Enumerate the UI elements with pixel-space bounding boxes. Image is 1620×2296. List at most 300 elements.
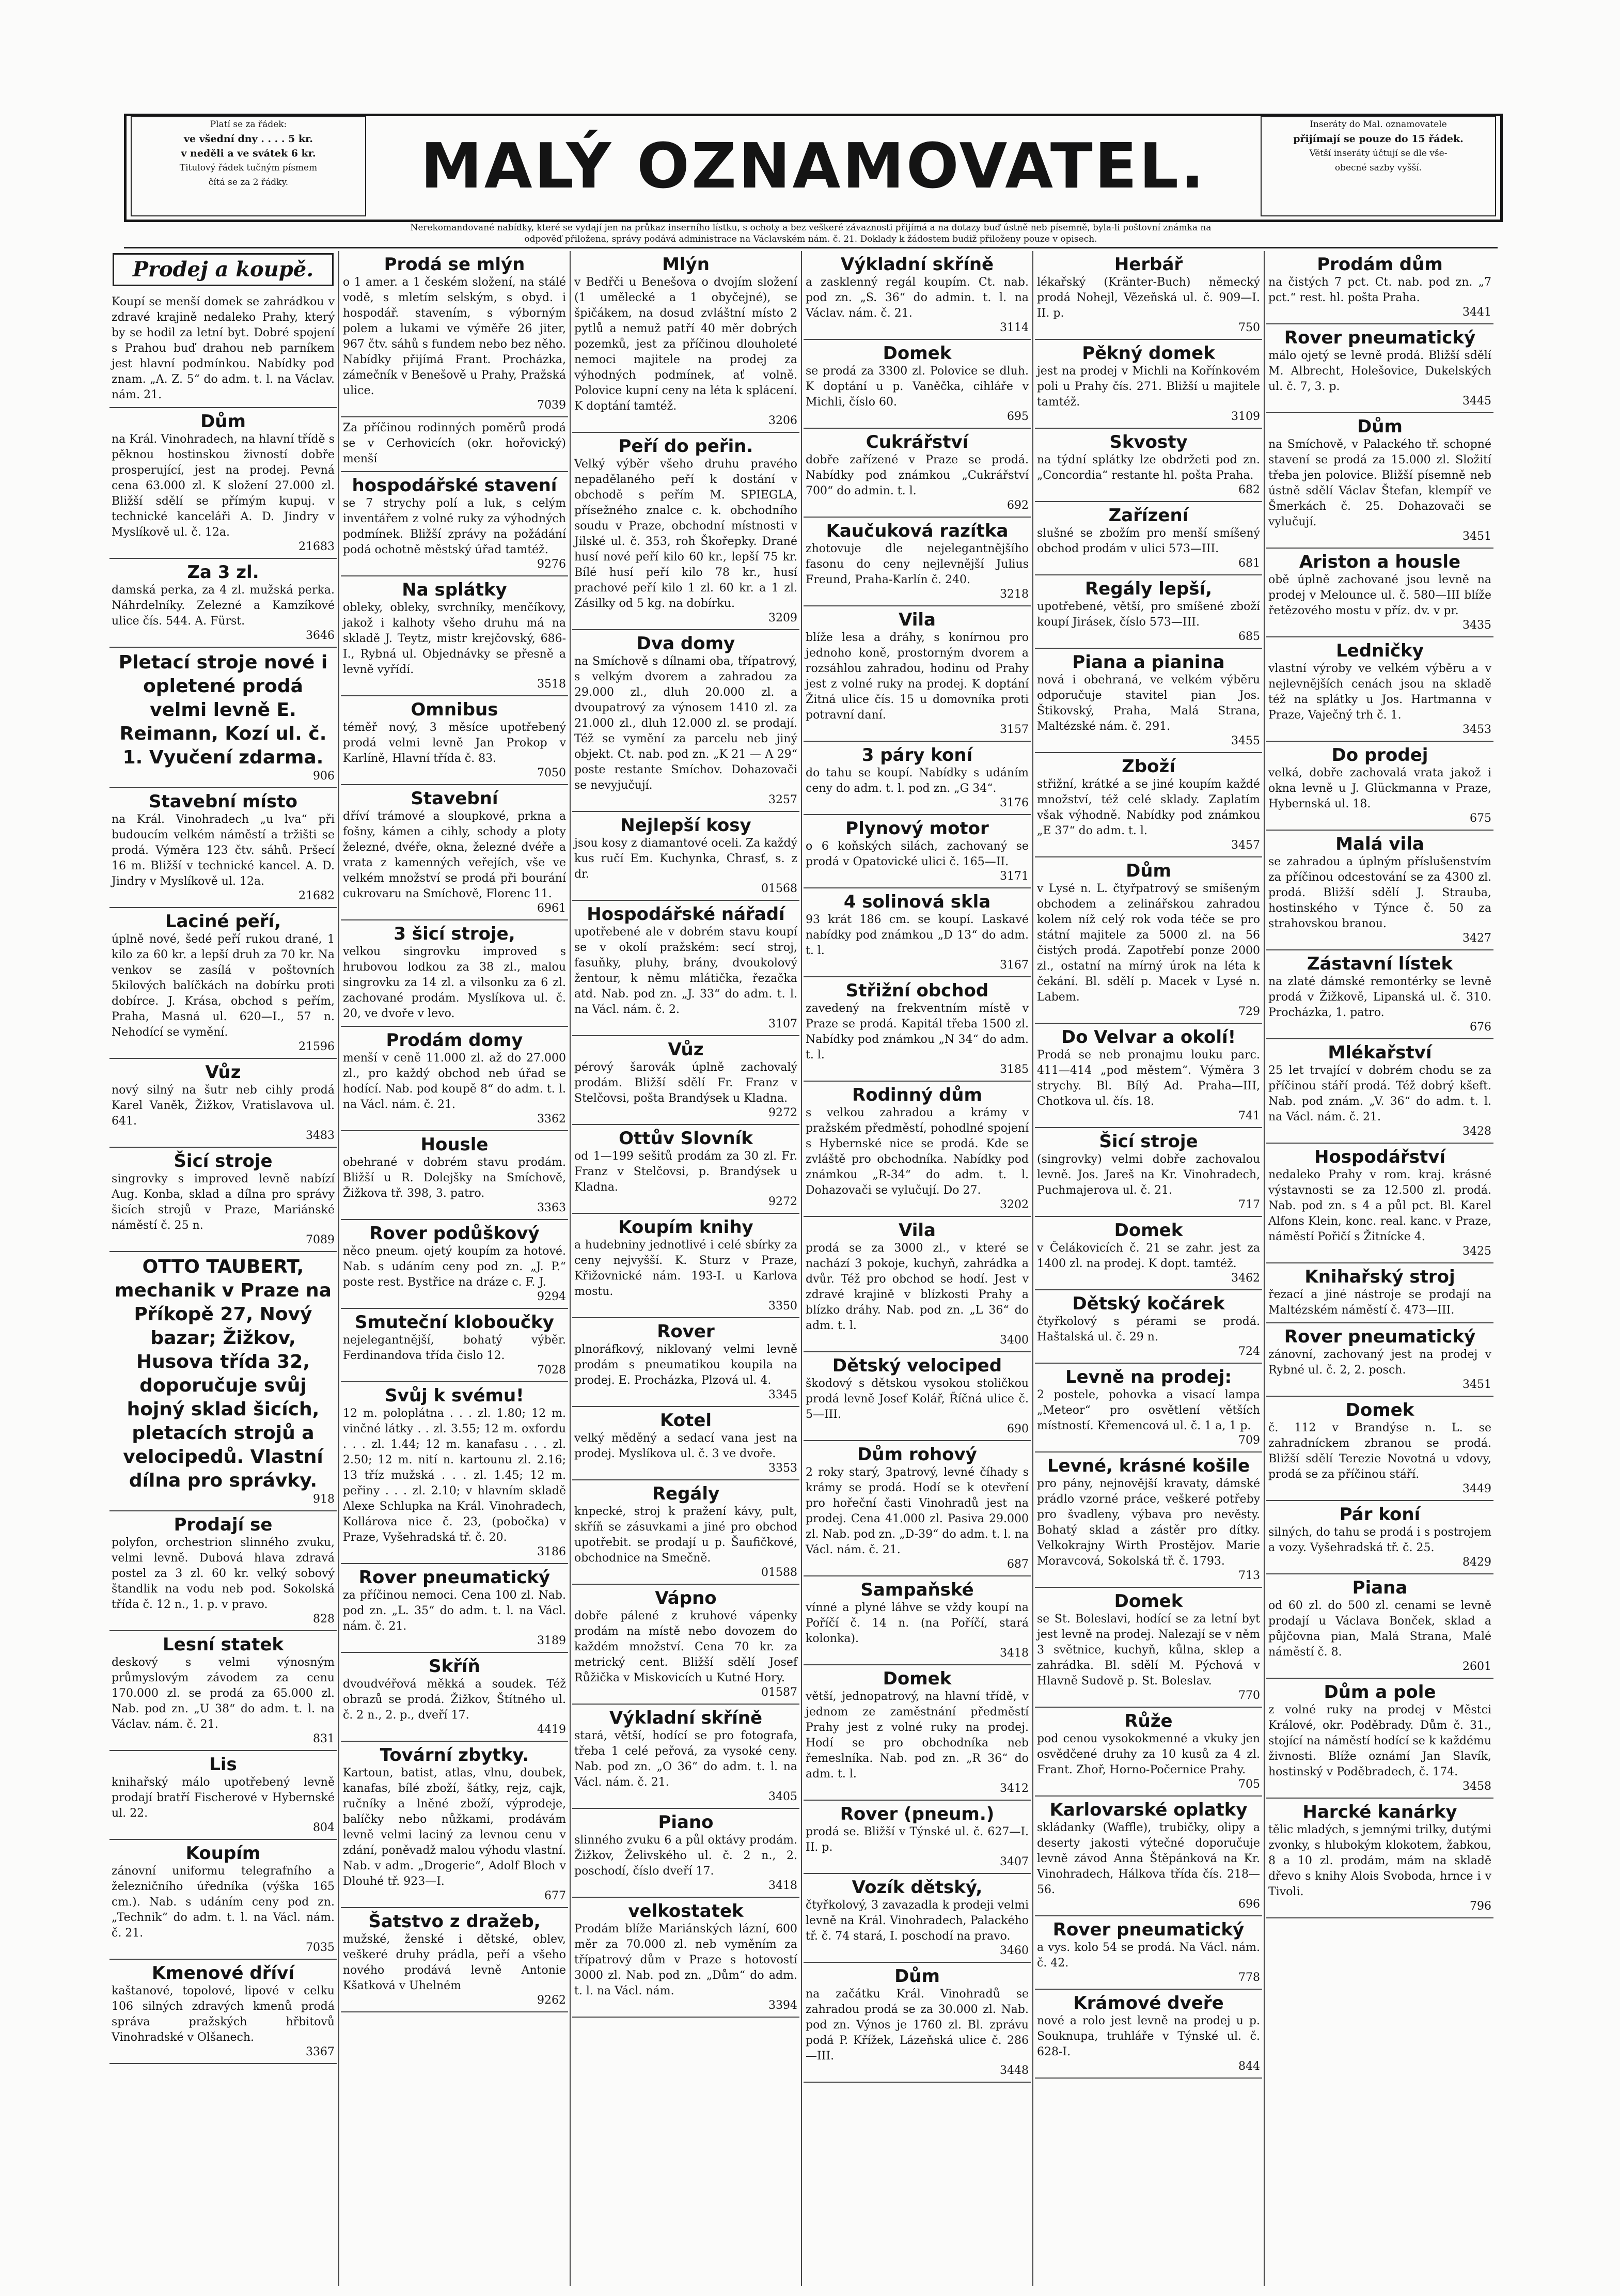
ad-title: Vila	[899, 610, 936, 630]
ad-number: 2601	[1462, 1660, 1491, 1673]
ad-text: dobře zařízené v Praze se prodá. Nabídky pod známkou „Cukrářství 700“ do admin. t. l.	[806, 454, 1029, 497]
ad-text: skládanky (Waffle), trubičky, olipy a deserty jakosti výtečné doporučuje levně závod Anna Štěpánková na Kr. Vinohradech, Hálkova třída čís. 218—56.	[1037, 1821, 1260, 1896]
ad-number: 9276	[537, 558, 566, 571]
ad-text: střižní, krátké a se jiné koupím každé množství, též celé sklady. Zaplatím však výhodně. Nabídky pod známkou „E 37“ do adm. t. l.	[1037, 778, 1260, 837]
ad-title: Dům	[200, 411, 246, 432]
ad-title: Kmenové dříví	[151, 1963, 295, 1983]
ad-text: jest na prodej v Michli na Kořínkovém poli u Prahy čís. 271. Bližší u majitele tamtéž.	[1037, 365, 1260, 409]
ad-title: Stavební	[411, 788, 498, 809]
ad-title: Domek	[883, 1668, 952, 1689]
ad-text: zavedený na frekventním místě v Praze se prodá. Kapitál třeba 1500 zl. Nabídky pod známkou „N 34“ do adm. t. l.	[806, 1002, 1029, 1061]
classified-ad	[804, 1352, 1031, 1441]
classified-ad	[1035, 1290, 1262, 1364]
masthead-notice	[124, 222, 1498, 245]
ad-text: silných, do tahu se prodá i s postrojem a vozy. Vyšehradská tř. č. 25.	[1268, 1526, 1491, 1554]
ad-number: 3646	[306, 629, 335, 642]
ad-text: singrovky s improved levně nabízí Aug. Konba, sklad a dílna pro správy šicích strojů v Praze, Mariánské náměstí č. 25 n.	[112, 1173, 335, 1232]
ad-title: Sampaňské	[860, 1580, 974, 1600]
ad-text: blíže lesa a dráhy, s konírnou pro jednoho koně, prostorným dvorem a rozsáhlou zahradou, hodinu od Prahy jest z volné ruky na prodej. K doptání Žitná ulice čís. 15 u domovníka proti potravní daní.	[806, 631, 1029, 722]
ad-text: 12 m. poloplátna . . . zl. 1.80; 12 m. vinčné látky . . zl. 3.55; 12 m. oxfordu . . . zl. 1.44; 12 m. kanafasu . . . zl. 2.50; 12 m. nití n. kartounu zl. 2.16; 13 tříz mužská . . . zl. 1.45; 12 m. peřiny . . . zl. 2.10; v hlavním skladě Alexe Schlupka na Král. Vinohradech, Kollárova nice č. 23, (pobočka) v Praze, Vyšehradská tř. č. 20.	[343, 1407, 566, 1544]
ad-number: 918	[313, 1493, 335, 1506]
ad-text: damská perka, za 4 zl. mužská perka. Náhrdelníky. Zelezné a Kamzíkové ulice čís. 544. A. Fürst.	[112, 584, 335, 628]
ad-title: Domek	[1114, 1591, 1183, 1612]
rules-line: přijímají se pouze do 15 řádek.	[1293, 133, 1464, 145]
ad-title: Rover pneumatický	[1284, 1326, 1476, 1347]
ad-title: Šicí stroje	[1099, 1131, 1198, 1152]
ad-title: Krámové dveře	[1073, 1993, 1224, 2013]
masthead-rule	[124, 247, 1498, 248]
classified-ad	[1266, 1323, 1493, 1397]
ad-text: o 6 koňských silách, zachovaný se prodá v Opatovické ulici č. 165—II.	[806, 840, 1029, 868]
ad-text: nové a rolo jest levně na prodej u p. Souknupa, truhláře v Týnské ul. č. 628-I.	[1037, 2014, 1260, 2058]
ad-title: Vůz	[205, 1062, 241, 1083]
ad-text: Pletací stroje nové i opletené prodá velmi levně E. Reimann, Kozí ul. č. 1. Vyučení zdarma.	[118, 652, 328, 768]
classified-ad	[804, 1874, 1031, 1963]
ad-number: 9272	[768, 1195, 797, 1208]
classified-ad	[1266, 1397, 1493, 1501]
classified-ad	[1266, 1039, 1493, 1144]
ad-column	[341, 251, 568, 2286]
classified-ad	[572, 1125, 799, 1214]
ad-title: Dům	[1126, 861, 1171, 881]
ad-title: Hospodářství	[1314, 1147, 1446, 1167]
ad-number: 741	[1238, 1110, 1260, 1122]
ad-title: 4 solinová skla	[843, 892, 991, 912]
classified-ad	[572, 812, 799, 901]
ad-number: 7050	[537, 767, 566, 779]
ad-number: 844	[1238, 2060, 1260, 2073]
ad-title: Šicí stroje	[174, 1151, 273, 1172]
ad-number: 729	[1238, 1005, 1260, 1018]
ad-number: 01587	[761, 1686, 797, 1699]
ad-title: Prodají se	[174, 1514, 273, 1535]
classified-ad	[804, 977, 1031, 1082]
ad-number: 3445	[1462, 395, 1491, 408]
classified-ad	[572, 630, 799, 812]
ad-title: Koupím	[185, 1843, 261, 1864]
ad-title: Laciné peří,	[165, 911, 281, 932]
masthead	[124, 114, 1503, 222]
ad-text: na čistých 7 pct. Ct. nab. pod zn. „7 pct.“ rest. hl. pošta Praha.	[1268, 276, 1491, 304]
ad-number: 6961	[537, 902, 566, 915]
ad-title: Plynový motor	[845, 818, 989, 839]
masthead-rules-box	[1257, 116, 1500, 220]
ad-title: Tovární zbytky.	[380, 1745, 529, 1766]
ad-title: Regály lepší,	[1084, 579, 1213, 599]
ad-text: v Čelákovicích č. 21 se zahr. jest za 1400 zl. na prodej. K dopt. tamtéž.	[1037, 1242, 1260, 1270]
ad-text: vínné a plyné láhve se vždy koupí na Poříčí č. 14 n. (na Poříčí, stará kolonka).	[806, 1601, 1029, 1645]
ad-text: v Bedřči u Benešova o dvojím složení (1 umělecké a 1 obyčejné), se špičákem, na dosud zvláštní místo 2 pytlů a nemuž patří 40 měr dobrých pozemků, jest za příčinou dlouholeté nemoci majitele na prodej za výhodných podmínek, ať volně. Polovice kupní ceny na léta k splácení. K doptání tamtéž.	[574, 276, 797, 413]
classified-ad	[804, 1217, 1031, 1352]
classified-ad	[1035, 340, 1262, 429]
ad-text: na Smíchově s dílnami oba, třípatrový, s velkým dvorem a zahradou za 29.000 zl., dluh 20.000 zl. a dvoupatrový za výnosem 1410 zl. za 21.000 zl., dluh 12.000 zl. se prodají. Též se vymění za parcelu neb jiný objekt. Ct. nab. pod zn. „K 21 — A 29“ poste restante Smíchov. Dohazovači se nevyjučují.	[574, 655, 797, 792]
ad-title: Housle	[420, 1134, 489, 1155]
ad-title: Dům	[894, 1966, 940, 1987]
ad-title: Knihařský stroj	[1304, 1267, 1455, 1287]
classified-ad	[572, 901, 799, 1036]
ad-text: obehrané v dobrém stavu prodám. Bližší u R. Dolejšky na Smíchově, Žižkova tř. 398, 3. patro.	[343, 1156, 566, 1200]
ad-number: 713	[1238, 1569, 1260, 1582]
ad-text: na Smíchově, v Palackého tř. schopné stavení se prodá za 15.000 zl. Složití třeba jen polovice. Bližší písemně neb ústně sdělí Václav Štefan, klempíř ve Šmerkách č. 25. Dohazovači se vylučují.	[1268, 438, 1491, 528]
classified-ad	[341, 1220, 568, 1309]
ad-title: Vozík dětský,	[852, 1877, 983, 1898]
classified-ad	[341, 1908, 568, 2012]
ad-text: dříví trámové a sloupkové, prkna a fošny, kámen a cihly, schody a ploty železné, dvéře, okna, železné dvéře a vrata z kamenných veřejích, vše ve velkém množství se prodá při bourání cukrovaru na Smíchově, Florenc 11.	[343, 810, 566, 900]
classified-ad	[572, 251, 799, 433]
ad-number: 7039	[537, 399, 566, 412]
classified-ad	[572, 1809, 799, 1898]
ad-title: Omnibus	[411, 699, 498, 720]
ad-number: 3350	[768, 1300, 797, 1313]
ad-number: 685	[1238, 630, 1260, 643]
ad-text: Kartoun, batist, atlas, vlnu, doubek, kanafas, bílé zboží, šátky, rejz, cajk, ručníky a lněné zboží, výprodeje, balíčky nebo nůžkami, prodávám levně velmi laciný za levnou cenu v zdání, poněvadž malou výhodu vlastní. Nab. v adm. „Drogerie“, Adolf Bloch v Dlouhé tř. 923—I.	[343, 1767, 566, 1888]
classified-ad	[109, 559, 337, 648]
ad-number: 724	[1238, 1345, 1260, 1358]
ad-title: Smuteční kloboučky	[355, 1312, 554, 1333]
ad-text: od 60 zl. do 500 zl. cenami se levně prodají u Václava Bonček, sklad a půjčovna pian, Malá Strana, Malé náměstí č. 8.	[1268, 1599, 1491, 1659]
ad-text: s velkou zahradou a krámy v pražském předměstí, pohodlné spojení s Hybernské nice se prodá. Kde se zvláště pro obchodníka. Nabídky pod známkou „R-34“ do adm. t. l. Dohazovači se vylučují. Do 27.	[806, 1106, 1029, 1197]
ad-title: Šatstvo z dražeb,	[368, 1911, 541, 1932]
classified-ad	[1266, 637, 1493, 742]
ad-title: Domek	[1114, 1220, 1183, 1241]
ad-number: 3405	[768, 1790, 797, 1803]
ad-number: 3367	[306, 2045, 335, 2058]
ad-title: Výkladní skříně	[840, 254, 994, 275]
ad-title: Ariston a housle	[1299, 552, 1461, 572]
ad-number: 3451	[1462, 530, 1491, 543]
ad-number: 3167	[1000, 959, 1029, 972]
classified-ad	[1035, 251, 1262, 340]
classified-ad	[109, 648, 337, 788]
column-rule	[570, 251, 571, 2286]
ad-text: do tahu se koupí. Nabídky s udáním ceny do adm. t. l. pod zn. „G 34“.	[806, 767, 1029, 795]
ad-title: Růže	[1124, 1711, 1173, 1731]
classified-ad	[572, 1214, 799, 1318]
ad-text: dobře pálené z kruhové vápenky prodám na místě nebo dovozem do každém množství. Cena 70 kr. za metrický cent. Bližší sdělí Josef Růžička v Miskovicích u Kutné Hory.	[574, 1610, 797, 1684]
price-line: Titulový řádek tučným písmem	[179, 163, 318, 173]
ad-text: nová i obehraná, ve velkém výběru odporučuje stavitel pian Jos. Štikovský, Praha, Malá Strana, Maltézské nám. č. 291.	[1037, 674, 1260, 733]
ad-number: 750	[1238, 321, 1260, 334]
ad-text: velká, dobře zachovalá vrata jakož i okna levně u J. Glückmanna v Praze, Hybernská ul. 18.	[1268, 767, 1491, 810]
ad-number: 21682	[298, 889, 335, 902]
classified-ad	[1266, 1263, 1493, 1323]
classified-ad	[1266, 1501, 1493, 1574]
classified-ad	[1266, 831, 1493, 950]
ad-title: Rover pneumatický	[1284, 327, 1476, 348]
classified-ad	[1035, 1797, 1262, 1916]
ad-text: stará, větší, hodící se pro fotografa, třeba 1 celé peřová, za vysoké ceny. Nab. pod zn. „O 36“ do adm. t. l. na Václ. nám. č. 21.	[574, 1729, 797, 1789]
classified-ad	[1035, 753, 1262, 857]
ad-number: 709	[1238, 1434, 1260, 1447]
classified-ad	[341, 1131, 568, 1220]
classified-ad	[1266, 549, 1493, 637]
ad-number: 4419	[537, 1723, 566, 1736]
classified-ad	[572, 1705, 799, 1809]
ad-title: Ottův Slovník	[619, 1128, 753, 1149]
ad-title: hospodářské stavení	[352, 475, 557, 496]
ad-text: pérový šarovák úplně zachovalý prodám. Bližší sdělí Fr. Franz v Stelčovsi, pošta Brandýsek u Kladna.	[574, 1061, 797, 1105]
ad-number: 676	[1470, 1021, 1491, 1034]
ad-number: 3189	[537, 1634, 566, 1647]
classified-ad	[1266, 950, 1493, 1039]
ad-text: 2 roky starý, 3patrový, levné číhady s krámy se prodá. Hodí se k otevření pro hořeční časti Vinohradů jest na prodej. Cena 41.000 zl. Pasiva 29.000 zl. Nab. pod zn. „D-39“ do adm. t. l. na Václ. nám. č. 21.	[806, 1466, 1029, 1556]
ad-number: 796	[1470, 1900, 1491, 1913]
ad-number: 3427	[1462, 932, 1491, 945]
column-rule	[801, 251, 802, 2286]
ad-title: Karlovarské oplatky	[1049, 1800, 1248, 1820]
ad-text: deskový s velmi výnosným průmyslovým závodem za cenu 170.000 zl. se prodá za 65.000 zl. Nab. pod zn. „U 38“ do adm. t. l. na Václav. nám. č. 21.	[112, 1656, 335, 1731]
ad-number: 3449	[1462, 1482, 1491, 1495]
ad-text: jsou kosy z diamantové oceli. Za každý kus ručí Em. Kuchynka, Chrasť, s. z dr.	[574, 837, 797, 881]
ad-text: o 1 amer. a 1 českém složení, na stálé vodě, s mletím selským, s obyd. i hospodář. stavením, s výborným polem a lukami ve výměře 26 jiter, 967 čtv. sáhů s fundem nebo bez něho. Nabídky přijímá Frant. Procházka, zámečník v Benešově u Prahy, Pražská ulice.	[343, 276, 566, 397]
ad-number: 687	[1007, 1558, 1029, 1571]
classified-ad	[572, 1318, 799, 1407]
ad-text: slušné se zbožím pro menší smíšený obchod prodám v ulici 573—III.	[1037, 527, 1260, 555]
ad-title: Vila	[899, 1220, 936, 1241]
ad-number: 705	[1238, 1778, 1260, 1791]
ad-title: Zařízení	[1108, 505, 1189, 526]
ad-number: 7089	[306, 1233, 335, 1246]
ad-number: 3457	[1231, 839, 1260, 852]
ad-title: Mlýn	[662, 254, 710, 275]
ad-text: knpecké, stroj k pražení kávy, pult, skříň se zásuvkami a jiné pro obchod upotřebit. se prodají u p. Šaufičkové, obchodnice na Smečně.	[574, 1505, 797, 1565]
classified-ad	[1035, 1990, 1262, 2079]
ad-text: nejelegantnější, bohatý výběr. Ferdinandova třída čislo 12.	[343, 1334, 566, 1362]
ad-text: zánovní uniformu telegrafního a železničního úředníka (výška 165 cm.). Nab. s udáním ceny pod zn. „Technik“ do adm. t. l. na Václ. nám. č. 21.	[112, 1865, 335, 1940]
ad-text: (singrovky) velmi dobře zachovalou levně. Jos. Jareš na Kr. Vinohradech, Puchmajerova ul. č. 21.	[1037, 1153, 1260, 1197]
classified-ad	[1035, 1452, 1262, 1588]
ad-text: dvoudvéřová měkká a soudek. Též obrazů se prodá. Žižkov, Štítného ul. č. 2 n., 2. p., dveří 17.	[343, 1678, 566, 1722]
ad-title: Herbář	[1114, 254, 1183, 275]
classified-ad	[1266, 1679, 1493, 1799]
ad-title: Prodá se mlýn	[384, 254, 525, 275]
ad-number: 677	[544, 1889, 566, 1902]
ad-title: 3 páry koní	[861, 745, 973, 766]
ad-number: 831	[313, 1732, 335, 1745]
ad-text: něco pneum. ojetý koupím za hotové. Nab. s udáním ceny pod zn. „J. P.“ poste rest. Bystřice na dráze c. F. J.	[343, 1245, 566, 1289]
newspaper-title: MALÝ OZNAMOVATEL.	[420, 131, 1206, 202]
ad-text: 25 let trvající v dobrém chodu se za příčinou stáří prodá. Též dobrý kšeft. Nab. pod znám. „V. 36“ do adm. t. l. na Václ. nám. č. 21.	[1268, 1064, 1491, 1123]
ad-text: se 7 strychy polí a luk, s celým inventářem z volné ruky za výhodných podmínek. Bližší zprávy na požádání podá ochotně městský úřad tamtéž.	[343, 497, 566, 556]
ad-text: Koupí se menší domek se zahrádkou v zdravé krajině nedaleko Prahy, který by se hodil za letní byt. Dobré spojení s Prahou buď drahou neb parníkem jest hlavní podmínkou. Nabídky pod znam. „A. Z. 5“ do adm. t. l. na Václav. nám. 21.	[112, 295, 335, 401]
classified-ad	[1035, 649, 1262, 753]
rules-line: Inseráty do Mal. oznamovatele	[1310, 119, 1447, 130]
ad-title: Kaučuková razítka	[826, 521, 1009, 541]
ad-number: 3257	[768, 793, 797, 806]
ad-number: 3435	[1462, 619, 1491, 632]
ad-text: 2 postele, pohovka a visací lampa „Meteor“ pro osvětlení větších místností. Křemencová ul. č. 1 a, 1 p.	[1037, 1388, 1260, 1432]
ad-number: 3363	[537, 1201, 566, 1214]
ad-number: 3418	[768, 1879, 797, 1892]
ad-text: Prodám blíže Mariánských lázní, 600 měr za 70.000 zl. neb vyměním za třípatrový dům v Praze s hotovostí 3000 zl. Nab. pod zn. „Dům“ do adm. t. l. na Václ. nám.	[574, 1923, 797, 1997]
classified-ad	[341, 1742, 568, 1908]
ad-number: 778	[1238, 1971, 1260, 1984]
ad-number: 3458	[1462, 1780, 1491, 1793]
ad-number: 3394	[768, 1999, 797, 2012]
ad-text: polyfon, orchestrion slinného zvuku, velmi levně. Dubová hlava zdravá postel za 3 zl. 60 kr. velký sobový štandlik na vodu neb pod. Sokolská třída č. 12 n., 1. p. v pravo.	[112, 1536, 335, 1611]
ad-title: Rover	[657, 1321, 715, 1342]
ad-text: téměř nový, 3 měsíce upotřebený prodá velmi levně Jan Prokop v Karlíně, Hlavní třída č. 83.	[343, 721, 566, 765]
ad-number: 3157	[1000, 723, 1029, 736]
ad-number: 681	[1238, 557, 1260, 570]
ad-title: Skvosty	[1109, 432, 1188, 452]
ad-number: 9294	[537, 1290, 566, 1303]
classified-ad	[341, 576, 568, 696]
column-rule	[1264, 251, 1265, 2286]
ad-number: 3448	[1000, 2064, 1029, 2077]
ad-number: 3176	[1000, 796, 1029, 809]
ad-title: Lis	[209, 1754, 237, 1775]
ad-number: 3441	[1462, 306, 1491, 319]
ad-number: 3362	[537, 1113, 566, 1126]
ad-title: Levné, krásné košile	[1047, 1456, 1250, 1476]
ad-number: 3218	[1000, 588, 1029, 601]
ad-title: Vůz	[668, 1039, 704, 1060]
classified-ad	[804, 1576, 1031, 1665]
price-box-frame	[131, 116, 366, 216]
ad-text: na Král. Vinohradech, na hlavní třídě s pěknou hostinskou živností dobře prosperující, jest na prodej. Pevná cena 63.000 zl. K složení 27.000 zl. Bližší sdělí se přímým kupuj. v technické kanceláři A. D. Jindry v Myslíkově ul. č. 12a.	[112, 433, 335, 539]
ad-title: Piano	[658, 1812, 714, 1833]
ad-title: Dům a pole	[1324, 1682, 1436, 1703]
ad-column	[109, 251, 337, 2286]
ad-number: 692	[1007, 499, 1029, 512]
ad-title: Harcké kanárky	[1302, 1802, 1457, 1822]
classified-ad	[1266, 1799, 1493, 1918]
ad-text: a hudebniny jednotlivé i celé sbírky za ceny nejvyšší. K. Sturz v Praze, Křižovnické nám. 193-I. u Karlova mostu.	[574, 1239, 797, 1298]
ad-number: 3209	[768, 612, 797, 624]
ad-text: na zlaté dámské remontérky se levně prodá v Žižkově, Lipanská ul. č. 310. Procházka, 1. patro.	[1268, 975, 1491, 1019]
ad-number: 3418	[1000, 1647, 1029, 1660]
notice-line: Nerekomandované nabídky, které se vydají jen na průkaz inserního lístku, s ochoty a bez veškeré závaznosti přijímá a na dotazy buď ústně neb písemně, byla-li poštovní známka na	[410, 223, 1212, 233]
classified-ad	[1035, 857, 1262, 1024]
ad-text: vlastní výroby ve velkém výběru a v nejlevnějších cenách jsou na skladě též na splátky u Jos. Hartmanna v Praze, Vaječný trh č. 1.	[1268, 662, 1491, 722]
ad-text: OTTO TAUBERT, mechanik v Praze na Příkopě 27, Nový bazar; Žižkov, Husova třída 32, doporučuje svůj hojný sklad šicích, pletacích strojů a velocipedů. Vlastní dílna pro správky.	[115, 1256, 332, 1491]
classified-ad	[1266, 742, 1493, 831]
ad-title: Skříň	[429, 1656, 480, 1677]
ad-text: pod cenou vysokokmenné a vkuky jen osvědčené druhy za 10 kusů za 4 zl. Frant. Zhoř, Horno-Počernice Prahy.	[1037, 1732, 1260, 1776]
ad-number: 3400	[1000, 1334, 1029, 1347]
classified-ad	[109, 908, 337, 1059]
notice-line: odpověď přiložena, správy podává administrace na Václavském nám. č. 21. Doklady k žádostem budiž přiloženy pouze v opisech.	[524, 234, 1097, 244]
ad-title: Zástavní lístek	[1307, 954, 1453, 974]
classified-ad	[1035, 575, 1262, 649]
rules-line: obecné sazby vyšší.	[1334, 163, 1422, 173]
ad-title: Stavební místo	[149, 791, 297, 812]
ad-text: Velký výběr všeho druhu pravého nepadělaného peří k dostání v obchodě s peřím M. SPIEGLA, přísežného znalce c. k. obchodního soudu v Praze, obchodní místnosti v Jilské ul. č. 353, roh Škořepky. Drané husí nové peří kilo 60 kr., lepší 75 kr. Bílé husí peří kilo 78 kr., husí prachové peří kilo 1 zl. 60 kr. a 1 zl. Zásilky od 5 kg. na dobírku.	[574, 458, 797, 610]
ad-number: 3345	[768, 1388, 797, 1401]
ad-text: nový silný na šutr neb cihly prodá Karel Vaněk, Žižkov, Vratislavova ul. 641.	[112, 1084, 335, 1128]
ad-number: 9272	[768, 1106, 797, 1119]
ad-number: 3206	[768, 414, 797, 427]
ad-text: mužské, ženské i dětské, oblev, veškeré druhy prádla, peří a všeho nového prodává levně Antonie Kšatková v Uhelném	[343, 1933, 566, 1992]
ad-text: v Lysé n. L. čtyřpatrový se smíšeným obchodem a zelinářskou zahradou kolem níž celý rok voda téče se pro státní majitele za 5000 zl. na 56 čistých prodá. Zapotřebí ponze 2000 zl., ostatní na mírný úrok na léta k čekání. Bl. sdělí p. Macek v Lysé n. Labem.	[1037, 882, 1260, 1004]
classified-ad	[804, 1441, 1031, 1576]
ad-title: Pár koní	[1339, 1504, 1421, 1525]
ad-text: zhotovuje dle nejelegantnějšího fasonu do ceny nejlevnější Julius Freund, Praha-Karlín č. 240.	[806, 542, 1029, 586]
ad-title: Peří do peřin.	[618, 436, 753, 457]
ad-number: 3453	[1462, 723, 1491, 736]
column-rule	[1032, 251, 1033, 2286]
classified-ad	[341, 472, 568, 576]
ad-number: 3428	[1462, 1125, 1491, 1138]
classified-ad	[804, 742, 1031, 815]
ad-number: 682	[1238, 483, 1260, 496]
ad-number: 3186	[537, 1545, 566, 1558]
classified-ad	[1266, 324, 1493, 413]
ad-title: Prodám domy	[386, 1030, 523, 1051]
ad-text: škodový s dětskou vysokou stoličkou prodá levně Josef Kolář, Říčná ulice č. 5—III.	[806, 1377, 1029, 1421]
ad-title: Ledničky	[1336, 641, 1424, 661]
masthead-price-box	[127, 116, 369, 220]
ad-text: za příčinou nemoci. Cena 100 zl. Nab. pod zn. „L. 35“ do adm. t. l. na Václ. nám. č. 21.	[343, 1589, 566, 1633]
ad-title: Rover (pneum.)	[840, 1804, 995, 1824]
classified-ad	[1035, 1708, 1262, 1797]
classified-ad	[341, 1653, 568, 1742]
classified-ad	[1035, 1588, 1262, 1708]
price-line: v neděli a ve svátek 6 kr.	[181, 148, 316, 159]
classified-ad	[1035, 1364, 1262, 1452]
ad-text: lékařský (Kränter-Buch) německý prodá Nohejl, Vězeňská ul. č. 909—I. II. p.	[1037, 276, 1260, 320]
ad-title: Dětský kočárek	[1072, 1293, 1225, 1314]
ad-text: úplně nové, šedé peří rukou drané, 1 kilo za 60 kr. a lepší druh za 70 kr. Na venkov se zasílá v poštovních 5kilových balíčkách na dobírku proti dobírce. J. Krása, obchod s peřím, Praha, Masná ul. 620—I., 57 n. Nehodící se vymění.	[112, 933, 335, 1039]
ad-text: od 1—199 sešitů prodám za 30 zl. Fr. Franz v Stelčovsi, p. Brandýsek u Kladna.	[574, 1150, 797, 1194]
ad-number: 7035	[306, 1941, 335, 1954]
ad-column	[1266, 251, 1493, 2286]
classified-ad	[1266, 251, 1493, 324]
price-line: ve všední dny . . . . 5 kr.	[183, 133, 313, 145]
classified-ad	[804, 1963, 1031, 2083]
ad-number: 3171	[1000, 870, 1029, 883]
ad-title: Střižní obchod	[845, 980, 989, 1001]
ad-title: Do prodej	[1331, 745, 1428, 766]
section-heading: Prodej a koupě.	[113, 253, 334, 286]
ad-number: 770	[1238, 1689, 1260, 1702]
classified-ad	[804, 429, 1031, 518]
ad-text: se zahradou a úplným příslušenstvím za příčinou odcestování se za 4300 zl. prodá. Bližší sdělí J. Strauba, hostinského v Týnce č. 50 za strahovskou branou.	[1268, 855, 1491, 930]
ad-title: Malá vila	[1335, 834, 1424, 854]
classified-ad	[1035, 1128, 1262, 1217]
ad-number: 3483	[306, 1129, 335, 1142]
classified-ad	[109, 1511, 337, 1631]
ad-number: 3425	[1462, 1245, 1491, 1258]
ad-number: 3107	[768, 1018, 797, 1030]
ad-number: 3412	[1000, 1782, 1029, 1795]
ad-title: Rover pneumatický	[1052, 1919, 1245, 1940]
classified-ad	[1266, 1574, 1493, 1679]
classified-ad	[804, 888, 1031, 977]
ad-text: pro pány, nejnovější kravaty, dámské prádlo vzorné práce, veškeré potřeby pro švadleny, výbava pro nevěsty. Bohatý sklad a zástěr pro dítky. Velkokrajny Wirth Prostějov. Marie Moravcová, Sokolská tř. č. 1793.	[1037, 1477, 1260, 1568]
classified-ad	[341, 696, 568, 785]
classified-ad	[341, 1382, 568, 1564]
classified-ad	[572, 1898, 799, 2018]
ad-number: 3185	[1000, 1063, 1029, 1076]
classified-ad	[109, 1960, 337, 2064]
ad-number: 3407	[1000, 1855, 1029, 1868]
ad-title: Levně na prodej:	[1065, 1367, 1232, 1387]
ad-text: prodá se za 3000 zl., v které se nachází 3 pokoje, kuchyň, zahrádka a dvůr. Též pro obchod se hodí. Jest v zdravé krajině v blízkosti Prahy a blízko dráhy. Nab. pod zn. „L 36“ do adm. t. l.	[806, 1242, 1029, 1332]
classified-ad	[804, 518, 1031, 606]
ad-text: málo ojetý se levně prodá. Bližší sdělí M. Albrecht, Holešovice, Dukelských ul. č. 7, 3. p.	[1268, 349, 1491, 393]
ad-title: velkostatek	[628, 1901, 744, 1922]
ad-text: menší v ceně 11.000 zl. až do 27.000 zl., pro každý obchod neb úřad se hodící. Nab. pod koupě 8“ do adm. t. l. na Václ. nám. č. 21.	[343, 1052, 566, 1111]
ad-number: 696	[1238, 1898, 1260, 1911]
classified-ad	[804, 606, 1031, 742]
classified-ad	[804, 251, 1031, 340]
ad-text: slinného zvuku 6 a půl oktávy prodám. Žižkov, Želivského ul. č. 2 n., 2. poschodí, číslo dveří 17.	[574, 1834, 797, 1878]
ad-number: 7028	[537, 1364, 566, 1377]
ad-text: upotřebené, větší, pro smíšené zboží koupí Jirásek, číslo 573—III.	[1037, 600, 1260, 629]
ad-title: Kotel	[659, 1410, 712, 1431]
